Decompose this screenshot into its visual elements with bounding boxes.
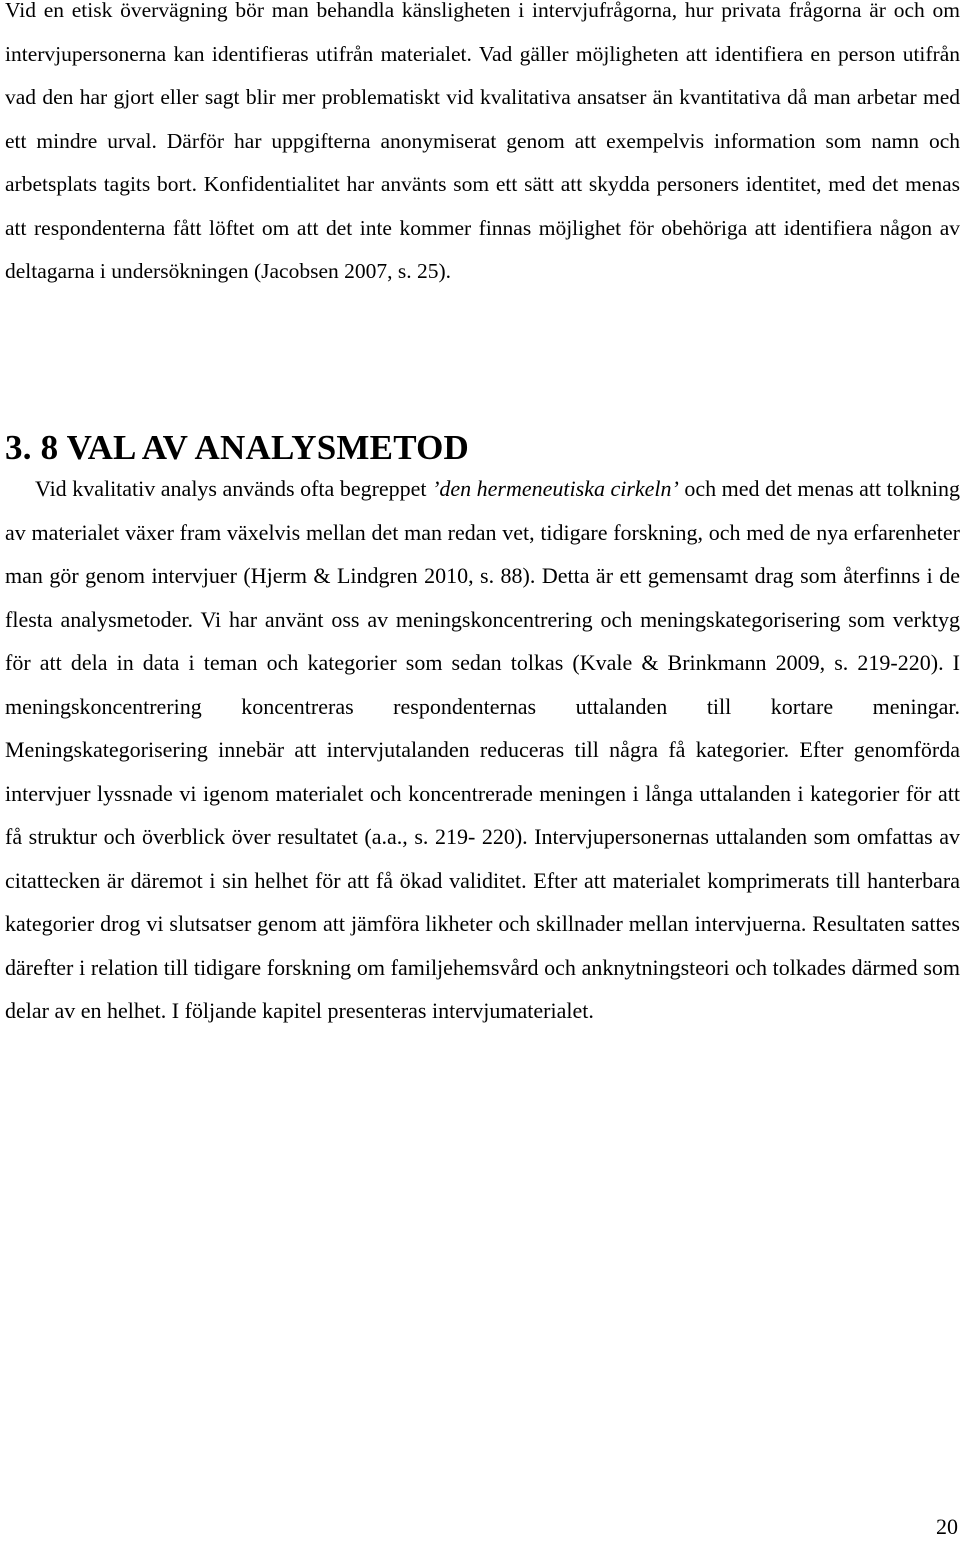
page-number: 20 [936,1514,958,1539]
section-heading: 3. 8 VAL AV ANALYSMETOD [5,428,470,467]
paragraph-text-after-term: och med det menas att tolkning av materialet växer fram växelvis mellan det man redan vet, tidigare forskning, och med de nya erfarenheter man gör genom intervjuer (Hjerm & Lindgren 2010, s. 88). Detta är ett gemensamt drag som återfinns i de flesta analysmetoder. Vi har använt oss av meningskoncentrering och meningskategorisering som verktyg för att dela in data i teman och kategorier som sedan tolkas (Kvale & Brinkmann 2009, s. 219-220). I meningskoncentrering koncentreras respondenternas uttalanden till kortare meningar. Meningskategorisering innebär att intervjutalanden reduceras till några få kategorier. Efter genomförda intervjuer lyssnade vi igenom materialet och koncentrerade meningen i långa uttalanden i kategorier för att få struktur och överblick över resultatet (a.a., s. 219- 220). Intervjupersonernas uttalanden som omfattas av citattecken är däremot i sin helhet för att få ökad validitet. Efter att materialet komprimerats till hanterbara kategorier drog vi slutsatser genom att jämföra likheter och skillnader mellan intervjuerna. Resultaten sattes därefter i relation till tidigare forskning om familjehemsvård och anknytningsteori och tolkades därmed som delar av en helhet. I följande kapitel presenteras intervjumaterialet. [5,476,960,1023]
hermeneutic-circle-term: ’den hermeneutiska cirkeln’ [432,476,679,501]
paragraph-analysis-method [5,467,960,1033]
paragraph-ethics: Vid en etisk övervägning bör man behandla känsligheten i intervjufrågorna, hur privata frågorna är och om intervjupersonerna kan identifieras utifrån materialet. Vad gäller möjligheten att identifiera en person utifrån vad den har gjort eller sagt blir mer problematiskt vid kvalitativa ansatser än kvantitativa då man arbetar med ett mindre urval. Därför har uppgifterna anonymiserat genom att exempelvis information som namn och arbetsplats tagits bort. Konfidentialitet har använts som ett sätt att skydda personers identitet, med det menas att respondenterna fått löftet om att det inte kommer finnas möjlighet för obehöriga att identifiera någon av deltagarna i undersökningen (Jacobsen 2007, s. 25). [5,0,960,283]
paragraph-text-before-term: Vid kvalitativ analys används ofta begreppet [35,476,433,501]
